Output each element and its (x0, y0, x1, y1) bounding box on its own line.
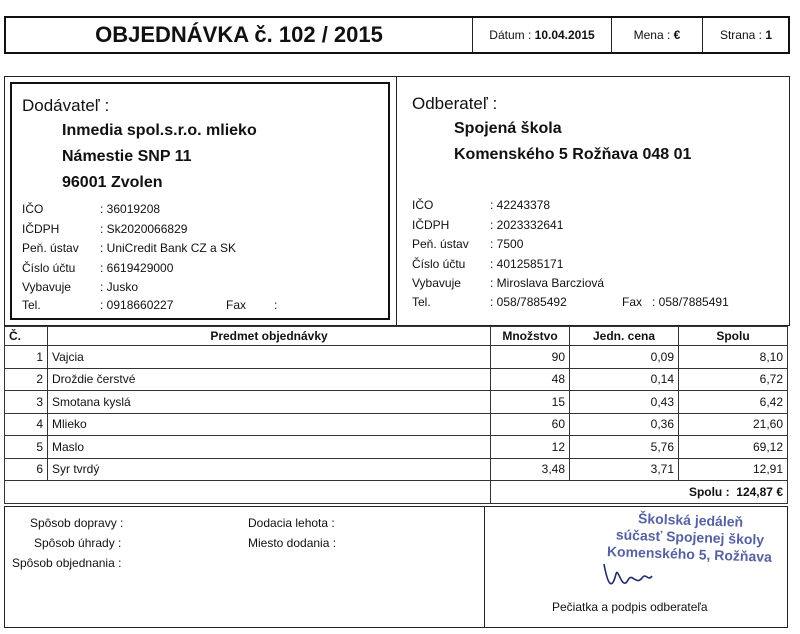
table-row (5, 391, 788, 414)
customer-tel-value: : 058/7885492 (490, 295, 567, 309)
customer-name: Spojená škola (454, 120, 562, 137)
customer-icdph-value: : 2023332641 (490, 218, 564, 232)
supplier-street: Námestie SNP 11 (62, 148, 192, 165)
row-price: 0,43 (570, 391, 679, 414)
row-item: Smotana kyslá (48, 391, 491, 414)
row-index: 5 (5, 436, 48, 459)
col-index: Č. (5, 327, 48, 346)
row-qty: 90 (491, 346, 570, 369)
row-price: 0,09 (570, 346, 679, 369)
table-row (5, 458, 788, 481)
row-price: 5,76 (570, 436, 679, 459)
row-index: 2 (5, 368, 48, 391)
table-row (5, 436, 788, 459)
row-index: 6 (5, 458, 48, 481)
stamp-line-3: Komenského 5, Rožňava (606, 543, 773, 565)
order-date: Dátum : 10.04.2015 (489, 28, 595, 42)
col-qty: Množstvo (491, 327, 570, 346)
table-row (5, 368, 788, 391)
supplier-bank: Peň. ústav (22, 241, 79, 255)
customer-fax: Fax (622, 295, 643, 309)
row-price: 0,14 (570, 368, 679, 391)
row-qty: 3,48 (491, 458, 570, 481)
supplier-bank-value: : UniCredit Bank CZ a SK (100, 241, 237, 255)
supplier-ico-value: : 36019208 (100, 202, 161, 216)
row-qty: 60 (491, 413, 570, 436)
row-total: 6,42 (679, 391, 788, 414)
supplier-ico: IČO (22, 202, 44, 216)
customer-tel: Tel. (412, 295, 431, 309)
col-item: Predmet objednávky (48, 327, 491, 346)
row-total: 21,60 (679, 413, 788, 436)
row-total: 8,10 (679, 346, 788, 369)
customer-account-value: : 4012585171 (490, 257, 564, 271)
supplier-account-value: : 6619429000 (100, 261, 174, 275)
order-method-label: Spôsob objednania : (12, 556, 122, 570)
order-currency: Mena : € (633, 28, 681, 42)
row-total: 6,72 (679, 368, 788, 391)
customer-icdph: IČDPH (412, 218, 450, 232)
table-header-row (5, 327, 788, 346)
order-title: OBJEDNÁVKA č. 102 / 2015 (95, 22, 383, 47)
row-qty: 12 (491, 436, 570, 459)
stamp-line-2: súčasť Spojenej školy (615, 526, 765, 548)
row-index: 3 (5, 391, 48, 414)
signature-label: Pečiatka a podpis odberateľa (552, 600, 708, 614)
supplier-tel: Tel. (22, 298, 41, 312)
customer-ico: IČO (412, 198, 434, 212)
row-total: 12,91 (679, 458, 788, 481)
order-header (4, 16, 790, 54)
supplier-fax: Fax (226, 298, 247, 312)
delivery-time-label: Dodacia lehota : (248, 516, 335, 530)
customer-street: Komenského 5 Rožňava 048 01 (454, 146, 692, 163)
row-index: 4 (5, 413, 48, 436)
supplier-contact: Vybavuje (22, 280, 71, 294)
row-price: 0,36 (570, 413, 679, 436)
row-qty: 15 (491, 391, 570, 414)
supplier-fax-value: : (274, 298, 278, 312)
table-row (5, 413, 788, 436)
delivery-place-label: Miesto dodania : (248, 536, 337, 550)
items-table (4, 326, 788, 504)
row-total: 69,12 (679, 436, 788, 459)
customer-contact-value: : Miroslava Barcziová (490, 276, 605, 290)
row-price: 3,71 (570, 458, 679, 481)
stamp-line-1: Školská jedáleň (637, 510, 744, 530)
customer-contact: Vybavuje (412, 276, 461, 290)
table-row (5, 346, 788, 369)
row-qty: 48 (491, 368, 570, 391)
row-item: Droždie čerstvé (48, 368, 491, 391)
supplier-box (10, 82, 390, 320)
supplier-heading: Dodávateľ : (22, 96, 110, 115)
row-item: Maslo (48, 436, 491, 459)
customer-account: Číslo účtu (412, 257, 466, 271)
supplier-icdph: IČDPH (22, 222, 60, 236)
order-sum: Spolu : 124,87 € (491, 481, 788, 504)
payment-label: Spôsob úhrady : (34, 536, 122, 550)
customer-fax-value: : 058/7885491 (652, 295, 729, 309)
row-item: Syr tvrdý (48, 458, 491, 481)
transport-label: Spôsob dopravy : (30, 516, 124, 530)
customer-heading: Odberateľ : (412, 94, 498, 113)
customer-ico-value: : 42243378 (490, 198, 551, 212)
supplier-tel-value: : 0918660227 (100, 298, 174, 312)
order-page: Strana : 1 (719, 28, 773, 42)
signature-scribble (598, 556, 658, 596)
supplier-icdph-value: : Sk2020066829 (100, 222, 188, 236)
table-sum-row (5, 481, 788, 504)
row-index: 1 (5, 346, 48, 369)
supplier-city: 96001 Zvolen (62, 174, 163, 191)
col-price: Jedn. cena (570, 327, 679, 346)
supplier-name: Inmedia spol.s.r.o. mlieko (62, 122, 257, 139)
row-item: Vajcia (48, 346, 491, 369)
customer-bank-value: : 7500 (490, 237, 524, 251)
row-item: Mlieko (48, 413, 491, 436)
col-total: Spolu (679, 327, 788, 346)
customer-bank: Peň. ústav (412, 237, 469, 251)
supplier-account: Číslo účtu (22, 261, 76, 275)
supplier-contact-value: : Jusko (100, 280, 139, 294)
